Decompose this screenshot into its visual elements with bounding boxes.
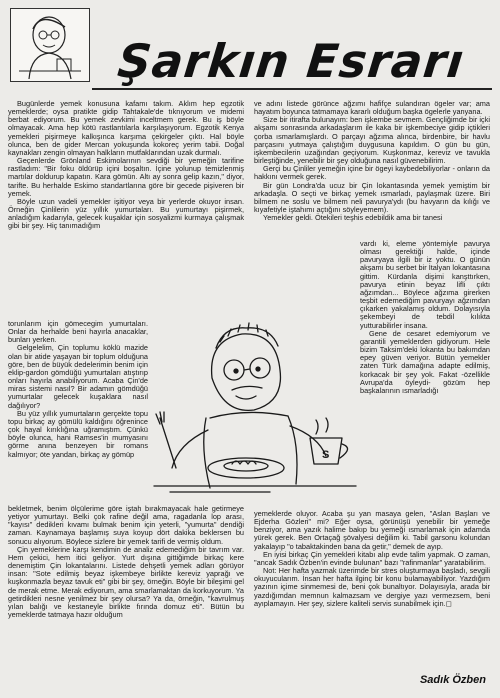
paragraph: Bir gün Londra'da ucuz bir Çin lokantasında yemek yemiştim bir arkadaşla. O seçti ve birkaç yemek ısmarladı, paylaşmak üzere. Biri bilmem ne soslu ve bilmem neli pavurya'ydı (bu havyarın da kılığı ve kıyafetiyle iştahımı açtığını söyleyemem). bbox=[254, 180, 490, 215]
paragraph: Bugünlerde yemek konusuna kafamı takım. Aklım hep egzotik yemeklerde; oysa pratikte gidip Tahtakale'de tıknıyorum ve midemi berbat ediyorum. Bu yemek zevkimi inceltmem gerek. Bu iş böyle olmayacak. Ama hep kötü rastlantılarla karşılaşıyorum. Egzotik Kenya yemekleri pişirmeye kalkışınca karşıma çekirgeler çıktı. Hal böyle olunca, ben de gider Mercan yokuşunda kokoreç yerim tabii. Doğal kaynakları zengin olmayan halkların mutfaklarından uzak durmalı. bbox=[8, 100, 244, 157]
paragraph: Bu yüz yıllık yumurtaların gerçekte topu topu birkaç ay gömülü kaldığını öğrenince çok hayal kırıklığına uğramıştım. Çünkü böyle olunca, hani Ramses'in mumyasını görme anına benzeyen bir romans kalmıyor; öte yandan, birkaç ay gömüp bbox=[8, 408, 148, 459]
paragraph: torunlarım için gömecegim yumurtaları. Onlar da herhalde beni hayırla anacaklar, bunları yerken. bbox=[8, 320, 148, 345]
left-column-middle bbox=[8, 320, 148, 505]
title-rule bbox=[92, 88, 492, 90]
right-column-middle bbox=[360, 240, 490, 510]
page-title: Şarkın Esrarı bbox=[115, 34, 467, 88]
paragraph: yemeklerde oluyor. Acaba şu yan masaya gelen, "Aslan Başları ve Ejderha Gözleri" mi? Eğer oysa, görünüşü yenebilir bir yemeğe benziyor, ama yazık halime bakıp bu yemeği ısmarlamak için adamda yürek gerek. Ben Ortaçağ şövalyesi değilim ki. Tabil garsonu kolundan yakalayıp "o tabaktakinden bana da getir," demek de ayıp. bbox=[254, 510, 490, 551]
paragraph: En iyisi birkaç Çin yemekleri kitabı alıp evde talim yapmak. O zaman, "ancak Sadık Özben'in evinde bulunan" bazı "rafinmanlar" yaratabilirim. bbox=[254, 549, 490, 567]
author-caricature-logo-icon bbox=[10, 8, 90, 82]
paragraph: ve adını listede görünce ağzımı hafifçe sulandıran ögeler var; ama hayatım boyunca tatmamaya kararlı olduğum başka ögelerle yanyana. bbox=[254, 100, 490, 117]
author-name: Sadık Özben bbox=[419, 674, 486, 686]
paragraph: Gene de cesaret edemiyorum ve garantili yemeklerden gidiyorum. Hele bizim Taksim'deki lokanta bu bakımdan epey güven veriyor. Bütün yemekler zaten Türk damağına adapte edilmiş, korkacak bir şey yok. Fakat -özellikle Avrupa'da öyleydi- gözüm hep başkalarının ısmarladığı bbox=[360, 328, 490, 395]
right-column-top bbox=[254, 100, 490, 240]
right-column-bottom bbox=[254, 510, 490, 660]
cup-label: S bbox=[322, 449, 330, 461]
paragraph: vardı ki, eleme yöntemiyle pavurya olması gerektiği halde, içinde pavuryaya ilgili bir iz yoktu. O günün akşamı bu serbet bir İtalyan lokantasına gittim. Kürdanla dişimi kanşttırken, pavurya etinin beyaz lifli çıktı ağzımdan... Böylece ağzıma girerken teşbit edemediğim pavuryayı ağzımdan çıkarken yakalamış oldum. Dolayısıyla şekembeyi de tebdil kılıkta yutturabilirler insana. bbox=[360, 240, 490, 330]
paragraph: Gerçi bu Çinliler yemeğin içine bir ögeyi kaybedebiliyorlar - onların da hakkını vermek gerek. bbox=[254, 164, 490, 182]
left-column-top bbox=[8, 100, 244, 320]
cartoon-man-with-dishes-icon bbox=[150, 318, 360, 498]
paragraph: Size bir itirafta bulunayım: ben işkembe sevmem. Gençliğimde bir içki akşamı sonrasında arkadaşlarım ile kaka bir işkembeciye gidip içtikleri çorba ısmarlamışlardı. O parçayı ağzıma alınca, birdenbire, bir havlu parçasını yutmaya çalıştığım duygusuna kapıldım. O gün bu gün, işkembecilerin uzağından geçiyorum. Kuşkonmaz, kereviz ve tavukla birleştiğinde, yenebilir bir şey olduğuna nasıl güvenebilirim. bbox=[254, 115, 490, 166]
paragraph: Not: Her hafta yazmak üzerimde bir stres oluşturmaya başladı, sevgili okuyucularım. İnsan her hafta ilginç bir konu bulamayabiliyor. Yazdığım yazının içime sinmemesi de, beni çok bunaltıyor. Dolayısıyla, arada bir yazdığımdan memnun kalmazsam ve dergiye yazı vermezsem, beni ayıplamayın. Her şey, sizlere kaliteli servis sunabilmek için.◻ bbox=[254, 566, 490, 608]
left-column-bottom bbox=[8, 505, 244, 690]
paragraph: bekletmek, benim ölçülerime göre iştah bırakmayacak hale getirmeye yetiyor yumurtayı. Belki çok rafine değil ama, ragadanla lop arası, "kayısı" dedikleri kıvamı bulmak benim için yeterli, "yumurta" dendiği zaman. Kaynamaya başlamış suya koyup dört dakika beklersen bu sonucu alıyorum. Böylece sizlere bir yemek tarifi de vermiş oldum. bbox=[8, 505, 244, 546]
paragraph: Yemekler geldi. Ötekileri teşhis edebildik ama bir tanesi bbox=[263, 213, 443, 223]
paragraph: Gelgelelim, Çin toplumu köklü mazide olan bir atide yaşayan bir toplum olduğuna göre, ben de büyük dedelerimin benim için eklip-gardon gömdüğü yumurtaları atıştırıp onları hayırla anabiliyorum. Acaba Çin'de miras sistemi nasıl? Bir adamın gömdüğü yumurtalar gelecek kuşaklara nasıl dağılıyor? bbox=[8, 343, 148, 410]
paragraph: Geçenlerde Grönland Eskimolarının sevdiği bir yemeğin tarifine rastladım: "Bir foku öldürüp içini boşaltın. İçine yolunup temizlenmiş martılar doldurup kapatın. Kara gömün. Altı ay sonra gelip kazın," diyor, tarifte. Bu herhalde Eskimo standartlarına göre bir gecede pişiveren bir yemek. bbox=[8, 156, 244, 198]
paragraph: Çin yemeklerine karşı kendimin de analiz edemediğim bir tavrım var. Hem çekici, hem itici geliyor. Yurt dışına gittiğimde birkaç kere denemiştim Çin lokantalarını. Listede dehşetli yemek adları görüyor insan: "Sote edilmiş beyaz işkembeye birlikte kereviz yaprağı ve kuşkonmazla beyaz tavuk eti" gibi bir şey, örneğin. Böyle bir bileşimi gel de merak etme. Merak ediyorum, ama smarlamaktan da korkuyorum. Ya getirdikleri nesne yenilmez bir şey olursa? Ya da, örneğin, "kavrulmuş yılan balığı ve kestaneyle birlikte fırında domuz eti". Bütün bu yemeklerde tatmaya hazır olduğum bbox=[8, 544, 244, 620]
paragraph: Böyle uzun vadeli yemekler işitiyor veya bir yerlerde okuyor insan. Örneğin Çinlilerin yüz yıllık yumurtaları. Bu yumurtayı pişirmek, anladığım kadarıyla, gelecek kuşaklar için sosyalizmi kurmaya çalışmak gibi bir şey. Hiç tanımadığım bbox=[8, 196, 244, 231]
